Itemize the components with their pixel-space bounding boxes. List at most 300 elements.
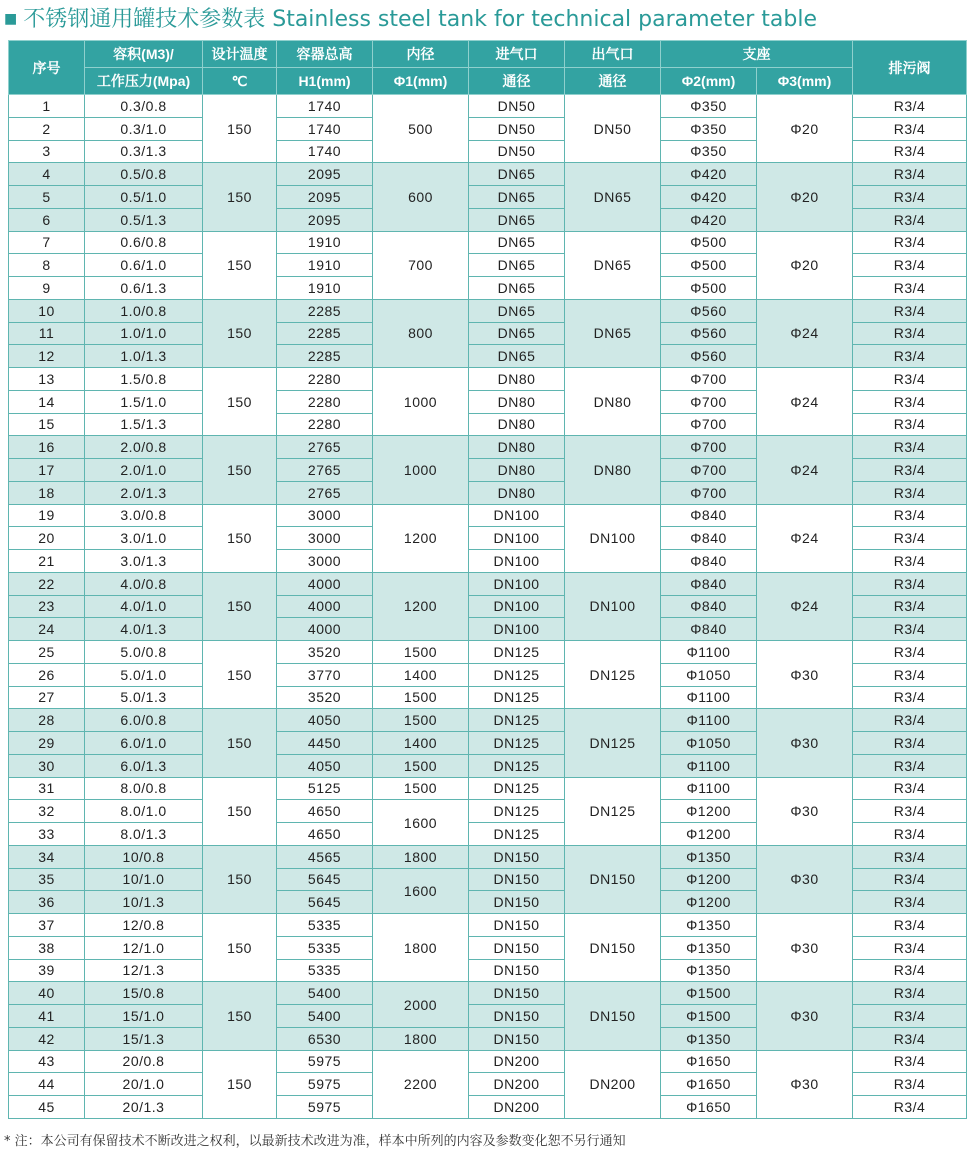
- cell-height-h1: 2765: [277, 436, 373, 459]
- cell-support-d2: Φ1650: [661, 1073, 757, 1096]
- cell-height-h1: 5975: [277, 1050, 373, 1073]
- cell-support-d2: Φ560: [661, 299, 757, 322]
- header-capacity-line1: 容积(M3)/: [85, 41, 203, 68]
- cell-design-temp: 150: [203, 777, 277, 845]
- cell-outlet: DN80: [565, 368, 661, 436]
- cell-support-d2: Φ1650: [661, 1050, 757, 1073]
- cell-inlet: DN150: [469, 1027, 565, 1050]
- cell-height-h1: 4000: [277, 595, 373, 618]
- cell-design-temp: 150: [203, 231, 277, 299]
- cell-no: 41: [9, 1005, 85, 1028]
- cell-support-d2: Φ840: [661, 618, 757, 641]
- cell-no: 25: [9, 641, 85, 664]
- cell-height-h1: 5335: [277, 959, 373, 982]
- cell-inlet: DN65: [469, 345, 565, 368]
- cell-support-d3: Φ20: [757, 163, 853, 231]
- cell-no: 14: [9, 390, 85, 413]
- cell-design-temp: 150: [203, 504, 277, 572]
- cell-drain: R3/4: [853, 891, 967, 914]
- cell-drain: R3/4: [853, 95, 967, 118]
- table-row: [9, 1050, 967, 1073]
- cell-height-h1: 4000: [277, 572, 373, 595]
- cell-design-temp: 150: [203, 914, 277, 982]
- cell-capacity-pressure: 1.5/1.0: [85, 390, 203, 413]
- cell-drain: R3/4: [853, 1096, 967, 1119]
- cell-no: 44: [9, 1073, 85, 1096]
- cell-no: 33: [9, 823, 85, 846]
- cell-support-d3: Φ24: [757, 572, 853, 640]
- cell-inlet: DN80: [469, 413, 565, 436]
- cell-height-h1: 5335: [277, 914, 373, 937]
- cell-support-d2: Φ840: [661, 504, 757, 527]
- cell-support-d2: Φ1050: [661, 663, 757, 686]
- cell-support-d3: Φ30: [757, 914, 853, 982]
- cell-no: 27: [9, 686, 85, 709]
- cell-outlet: DN125: [565, 777, 661, 845]
- table-row: [9, 368, 967, 391]
- cell-drain: R3/4: [853, 459, 967, 482]
- footnote: * 注：本公司有保留技术不断改进之权利，以最新技术改进为准，样本中所列的内容及参数变化恕不另行通知: [4, 1134, 626, 1149]
- cell-height-h1: 2095: [277, 186, 373, 209]
- cell-height-h1: 2765: [277, 481, 373, 504]
- cell-height-h1: 3520: [277, 686, 373, 709]
- cell-inlet: DN125: [469, 709, 565, 732]
- cell-inlet: DN65: [469, 322, 565, 345]
- cell-height-h1: 5400: [277, 982, 373, 1005]
- cell-support-d2: Φ1100: [661, 709, 757, 732]
- cell-drain: R3/4: [853, 390, 967, 413]
- cell-capacity-pressure: 20/1.3: [85, 1096, 203, 1119]
- cell-support-d2: Φ500: [661, 231, 757, 254]
- cell-outlet: DN125: [565, 641, 661, 709]
- header-height-line2: H1(mm): [277, 68, 373, 95]
- cell-drain: R3/4: [853, 550, 967, 573]
- cell-outlet: DN150: [565, 845, 661, 913]
- cell-no: 1: [9, 95, 85, 118]
- cell-drain: R3/4: [853, 936, 967, 959]
- cell-support-d3: Φ30: [757, 641, 853, 709]
- table-row: [9, 163, 967, 186]
- cell-height-h1: 2280: [277, 413, 373, 436]
- table-row: [9, 95, 967, 118]
- cell-height-h1: 5645: [277, 868, 373, 891]
- cell-drain: R3/4: [853, 299, 967, 322]
- cell-no: 18: [9, 481, 85, 504]
- header-support-d2: Φ2(mm): [661, 68, 757, 95]
- cell-drain: R3/4: [853, 527, 967, 550]
- cell-capacity-pressure: 5.0/1.3: [85, 686, 203, 709]
- cell-drain: R3/4: [853, 368, 967, 391]
- cell-inlet: DN65: [469, 231, 565, 254]
- cell-design-temp: 150: [203, 572, 277, 640]
- cell-support-d3: Φ24: [757, 436, 853, 504]
- page-title: [4, 3, 817, 35]
- cell-capacity-pressure: 0.5/1.3: [85, 208, 203, 231]
- cell-design-temp: 150: [203, 709, 277, 777]
- cell-height-h1: 5645: [277, 891, 373, 914]
- cell-inlet: DN80: [469, 481, 565, 504]
- cell-capacity-pressure: 5.0/1.0: [85, 663, 203, 686]
- cell-height-h1: 3000: [277, 504, 373, 527]
- cell-capacity-pressure: 12/1.0: [85, 936, 203, 959]
- cell-no: 24: [9, 618, 85, 641]
- cell-drain: R3/4: [853, 504, 967, 527]
- cell-support-d3: Φ24: [757, 504, 853, 572]
- cell-capacity-pressure: 0.6/1.0: [85, 254, 203, 277]
- cell-capacity-pressure: 12/1.3: [85, 959, 203, 982]
- cell-drain: R3/4: [853, 186, 967, 209]
- cell-capacity-pressure: 0.3/0.8: [85, 95, 203, 118]
- cell-height-h1: 3520: [277, 641, 373, 664]
- cell-support-d2: Φ700: [661, 459, 757, 482]
- cell-capacity-pressure: 6.0/1.0: [85, 732, 203, 755]
- cell-capacity-pressure: 15/0.8: [85, 982, 203, 1005]
- cell-height-h1: 4650: [277, 800, 373, 823]
- cell-height-h1: 1910: [277, 231, 373, 254]
- cell-inlet: DN150: [469, 936, 565, 959]
- cell-outlet: DN100: [565, 572, 661, 640]
- cell-support-d2: Φ1100: [661, 641, 757, 664]
- cell-height-h1: 2280: [277, 390, 373, 413]
- cell-support-d2: Φ840: [661, 572, 757, 595]
- cell-capacity-pressure: 1.0/1.0: [85, 322, 203, 345]
- cell-support-d2: Φ500: [661, 254, 757, 277]
- cell-inner-diameter: 1200: [373, 504, 469, 572]
- title-square-icon: ■: [4, 11, 18, 27]
- cell-no: 19: [9, 504, 85, 527]
- cell-inner-diameter: 500: [373, 95, 469, 163]
- cell-no: 20: [9, 527, 85, 550]
- cell-outlet: DN100: [565, 504, 661, 572]
- cell-inlet: DN125: [469, 800, 565, 823]
- table-row: [9, 436, 967, 459]
- cell-drain: R3/4: [853, 1073, 967, 1096]
- cell-capacity-pressure: 6.0/0.8: [85, 709, 203, 732]
- cell-support-d2: Φ840: [661, 550, 757, 573]
- cell-inlet: DN125: [469, 754, 565, 777]
- cell-inlet: DN100: [469, 550, 565, 573]
- cell-support-d3: Φ20: [757, 95, 853, 163]
- cell-inlet: DN100: [469, 504, 565, 527]
- cell-height-h1: 1910: [277, 254, 373, 277]
- cell-support-d2: Φ1650: [661, 1096, 757, 1119]
- cell-support-d2: Φ1350: [661, 914, 757, 937]
- cell-no: 11: [9, 322, 85, 345]
- cell-design-temp: 150: [203, 641, 277, 709]
- cell-outlet: DN150: [565, 982, 661, 1050]
- cell-height-h1: 4000: [277, 618, 373, 641]
- cell-inlet: DN150: [469, 891, 565, 914]
- cell-drain: R3/4: [853, 140, 967, 163]
- cell-support-d2: Φ1100: [661, 777, 757, 800]
- cell-inlet: DN125: [469, 663, 565, 686]
- cell-no: 12: [9, 345, 85, 368]
- header-no: 序号: [9, 41, 85, 95]
- cell-inner-diameter: 1800: [373, 914, 469, 982]
- table-row: [9, 914, 967, 937]
- cell-no: 16: [9, 436, 85, 459]
- cell-support-d3: Φ24: [757, 368, 853, 436]
- cell-height-h1: 2285: [277, 299, 373, 322]
- cell-drain: R3/4: [853, 277, 967, 300]
- cell-height-h1: 5335: [277, 936, 373, 959]
- cell-capacity-pressure: 15/1.0: [85, 1005, 203, 1028]
- cell-support-d2: Φ1050: [661, 732, 757, 755]
- cell-capacity-pressure: 3.0/1.3: [85, 550, 203, 573]
- cell-inner-diameter: 1500: [373, 777, 469, 800]
- cell-drain: R3/4: [853, 914, 967, 937]
- cell-inner-diameter: 700: [373, 231, 469, 299]
- table-body: [9, 95, 967, 1119]
- cell-no: 22: [9, 572, 85, 595]
- table-row: [9, 845, 967, 868]
- cell-design-temp: 150: [203, 1050, 277, 1118]
- cell-support-d2: Φ1200: [661, 823, 757, 846]
- table-row: [9, 777, 967, 800]
- cell-drain: R3/4: [853, 1050, 967, 1073]
- cell-drain: R3/4: [853, 322, 967, 345]
- cell-capacity-pressure: 0.5/1.0: [85, 186, 203, 209]
- cell-drain: R3/4: [853, 641, 967, 664]
- cell-height-h1: 1740: [277, 140, 373, 163]
- cell-height-h1: 3000: [277, 550, 373, 573]
- header-height-line1: 容器总高: [277, 41, 373, 68]
- cell-no: 5: [9, 186, 85, 209]
- cell-capacity-pressure: 4.0/1.0: [85, 595, 203, 618]
- cell-support-d3: Φ20: [757, 231, 853, 299]
- cell-capacity-pressure: 0.6/0.8: [85, 231, 203, 254]
- cell-height-h1: 1740: [277, 95, 373, 118]
- cell-capacity-pressure: 8.0/1.3: [85, 823, 203, 846]
- cell-drain: R3/4: [853, 777, 967, 800]
- cell-outlet: DN200: [565, 1050, 661, 1118]
- cell-support-d2: Φ350: [661, 95, 757, 118]
- cell-drain: R3/4: [853, 982, 967, 1005]
- header-temp-line2: ℃: [203, 68, 277, 95]
- cell-support-d2: Φ700: [661, 413, 757, 436]
- table-row: [9, 709, 967, 732]
- cell-no: 36: [9, 891, 85, 914]
- cell-inlet: DN150: [469, 868, 565, 891]
- cell-drain: R3/4: [853, 732, 967, 755]
- cell-height-h1: 2095: [277, 208, 373, 231]
- cell-support-d2: Φ1350: [661, 936, 757, 959]
- cell-capacity-pressure: 15/1.3: [85, 1027, 203, 1050]
- cell-capacity-pressure: 2.0/1.3: [85, 481, 203, 504]
- cell-capacity-pressure: 8.0/1.0: [85, 800, 203, 823]
- cell-height-h1: 5975: [277, 1073, 373, 1096]
- table-row: [9, 572, 967, 595]
- table-row: [9, 504, 967, 527]
- cell-height-h1: 1740: [277, 117, 373, 140]
- cell-inlet: DN125: [469, 823, 565, 846]
- cell-capacity-pressure: 10/1.3: [85, 891, 203, 914]
- cell-drain: R3/4: [853, 868, 967, 891]
- cell-no: 13: [9, 368, 85, 391]
- cell-drain: R3/4: [853, 709, 967, 732]
- cell-inlet: DN65: [469, 208, 565, 231]
- cell-inlet: DN80: [469, 459, 565, 482]
- cell-no: 15: [9, 413, 85, 436]
- cell-support-d2: Φ1500: [661, 982, 757, 1005]
- cell-drain: R3/4: [853, 618, 967, 641]
- header-temp-line1: 设计温度: [203, 41, 277, 68]
- cell-capacity-pressure: 2.0/1.0: [85, 459, 203, 482]
- cell-capacity-pressure: 3.0/0.8: [85, 504, 203, 527]
- cell-capacity-pressure: 10/1.0: [85, 868, 203, 891]
- header-outlet-line2: 通径: [565, 68, 661, 95]
- cell-inlet: DN50: [469, 140, 565, 163]
- cell-inner-diameter: 1600: [373, 800, 469, 846]
- cell-drain: R3/4: [853, 117, 967, 140]
- cell-capacity-pressure: 12/0.8: [85, 914, 203, 937]
- cell-drain: R3/4: [853, 231, 967, 254]
- cell-support-d2: Φ1350: [661, 845, 757, 868]
- title-text: 不锈钢通用罐技术参数表 Stainless steel tank for technical parameter table: [23, 7, 818, 32]
- cell-drain: R3/4: [853, 413, 967, 436]
- cell-design-temp: 150: [203, 95, 277, 163]
- cell-inlet: DN200: [469, 1050, 565, 1073]
- cell-capacity-pressure: 0.3/1.0: [85, 117, 203, 140]
- cell-design-temp: 150: [203, 368, 277, 436]
- cell-no: 39: [9, 959, 85, 982]
- cell-height-h1: 2095: [277, 163, 373, 186]
- cell-drain: R3/4: [853, 345, 967, 368]
- cell-outlet: DN125: [565, 709, 661, 777]
- cell-support-d2: Φ1350: [661, 1027, 757, 1050]
- cell-inlet: DN65: [469, 277, 565, 300]
- cell-inlet: DN80: [469, 368, 565, 391]
- cell-no: 29: [9, 732, 85, 755]
- cell-inner-diameter: 1000: [373, 368, 469, 436]
- cell-support-d2: Φ1200: [661, 891, 757, 914]
- cell-inlet: DN125: [469, 641, 565, 664]
- cell-no: 38: [9, 936, 85, 959]
- header-inner-line2: Φ1(mm): [373, 68, 469, 95]
- cell-no: 28: [9, 709, 85, 732]
- cell-support-d2: Φ1350: [661, 959, 757, 982]
- cell-inlet: DN100: [469, 572, 565, 595]
- header-inlet-line1: 进气口: [469, 41, 565, 68]
- cell-inlet: DN150: [469, 959, 565, 982]
- cell-outlet: DN80: [565, 436, 661, 504]
- cell-no: 8: [9, 254, 85, 277]
- cell-no: 34: [9, 845, 85, 868]
- cell-inlet: DN50: [469, 95, 565, 118]
- cell-height-h1: 5975: [277, 1096, 373, 1119]
- cell-height-h1: 4450: [277, 732, 373, 755]
- cell-drain: R3/4: [853, 800, 967, 823]
- cell-inner-diameter: 800: [373, 299, 469, 367]
- cell-no: 3: [9, 140, 85, 163]
- cell-height-h1: 1910: [277, 277, 373, 300]
- cell-design-temp: 150: [203, 163, 277, 231]
- cell-inlet: DN50: [469, 117, 565, 140]
- cell-capacity-pressure: 0.6/1.3: [85, 277, 203, 300]
- cell-no: 17: [9, 459, 85, 482]
- cell-drain: R3/4: [853, 163, 967, 186]
- cell-support-d2: Φ1100: [661, 686, 757, 709]
- cell-inlet: DN150: [469, 845, 565, 868]
- cell-capacity-pressure: 10/0.8: [85, 845, 203, 868]
- cell-outlet: DN65: [565, 231, 661, 299]
- cell-support-d2: Φ420: [661, 186, 757, 209]
- cell-height-h1: 2765: [277, 459, 373, 482]
- cell-support-d2: Φ500: [661, 277, 757, 300]
- cell-drain: R3/4: [853, 754, 967, 777]
- cell-inner-diameter: 2200: [373, 1050, 469, 1118]
- cell-height-h1: 4565: [277, 845, 373, 868]
- cell-inlet: DN100: [469, 618, 565, 641]
- cell-inlet: DN100: [469, 527, 565, 550]
- cell-no: 31: [9, 777, 85, 800]
- cell-capacity-pressure: 1.0/0.8: [85, 299, 203, 322]
- cell-inner-diameter: 1000: [373, 436, 469, 504]
- cell-no: 10: [9, 299, 85, 322]
- header-inlet-line2: 通径: [469, 68, 565, 95]
- cell-inner-diameter: 1500: [373, 709, 469, 732]
- cell-inner-diameter: 1200: [373, 572, 469, 640]
- header-support-d3: Φ3(mm): [757, 68, 853, 95]
- cell-design-temp: 150: [203, 299, 277, 367]
- cell-support-d2: Φ700: [661, 368, 757, 391]
- cell-drain: R3/4: [853, 436, 967, 459]
- cell-design-temp: 150: [203, 436, 277, 504]
- cell-capacity-pressure: 4.0/1.3: [85, 618, 203, 641]
- cell-inner-diameter: 1500: [373, 686, 469, 709]
- cell-support-d2: Φ420: [661, 208, 757, 231]
- cell-support-d2: Φ1200: [661, 800, 757, 823]
- cell-height-h1: 3000: [277, 527, 373, 550]
- cell-inner-diameter: 1800: [373, 845, 469, 868]
- cell-inlet: DN125: [469, 732, 565, 755]
- cell-no: 21: [9, 550, 85, 573]
- cell-no: 6: [9, 208, 85, 231]
- cell-drain: R3/4: [853, 686, 967, 709]
- cell-support-d3: Φ30: [757, 777, 853, 845]
- table-row: [9, 641, 967, 664]
- cell-inlet: DN150: [469, 982, 565, 1005]
- cell-inner-diameter: 2000: [373, 982, 469, 1028]
- cell-support-d3: Φ30: [757, 845, 853, 913]
- cell-inner-diameter: 1800: [373, 1027, 469, 1050]
- cell-capacity-pressure: 20/0.8: [85, 1050, 203, 1073]
- cell-inlet: DN65: [469, 163, 565, 186]
- cell-capacity-pressure: 1.5/1.3: [85, 413, 203, 436]
- cell-no: 7: [9, 231, 85, 254]
- cell-no: 2: [9, 117, 85, 140]
- cell-no: 30: [9, 754, 85, 777]
- cell-capacity-pressure: 0.3/1.3: [85, 140, 203, 163]
- cell-support-d2: Φ560: [661, 345, 757, 368]
- cell-outlet: DN65: [565, 163, 661, 231]
- cell-support-d3: Φ24: [757, 299, 853, 367]
- cell-inlet: DN65: [469, 186, 565, 209]
- table-header: [9, 41, 967, 95]
- cell-capacity-pressure: 4.0/0.8: [85, 572, 203, 595]
- cell-drain: R3/4: [853, 572, 967, 595]
- cell-drain: R3/4: [853, 959, 967, 982]
- cell-support-d2: Φ840: [661, 527, 757, 550]
- cell-capacity-pressure: 20/1.0: [85, 1073, 203, 1096]
- cell-inlet: DN125: [469, 686, 565, 709]
- cell-no: 23: [9, 595, 85, 618]
- cell-inner-diameter: 1400: [373, 663, 469, 686]
- cell-height-h1: 2285: [277, 345, 373, 368]
- cell-capacity-pressure: 3.0/1.0: [85, 527, 203, 550]
- cell-no: 40: [9, 982, 85, 1005]
- cell-inner-diameter: 600: [373, 163, 469, 231]
